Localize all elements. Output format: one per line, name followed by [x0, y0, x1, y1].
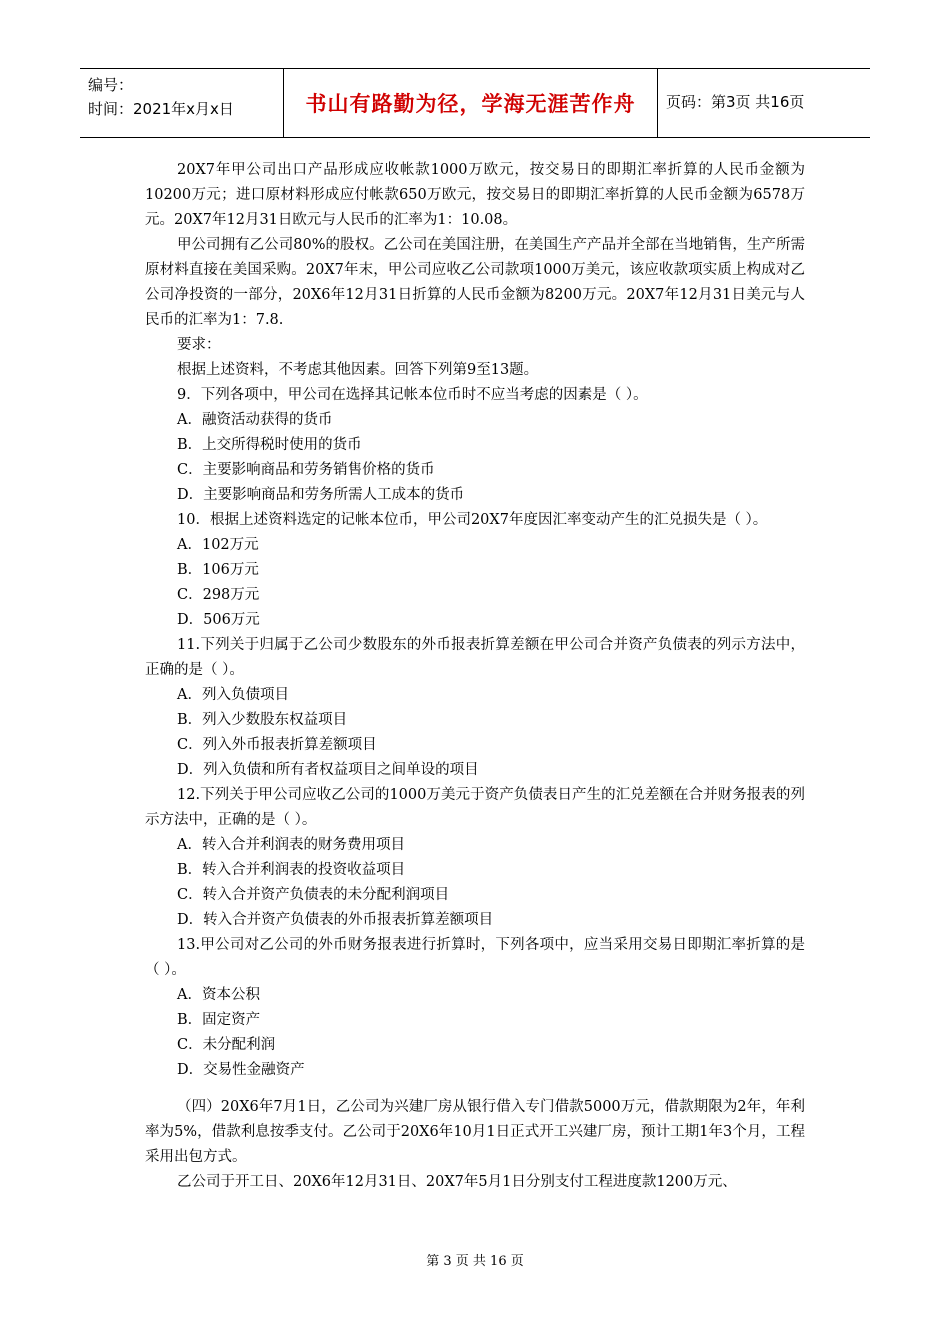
answer-option: B．上交所得税时使用的货币 — [177, 437, 362, 453]
answer-option: D．交易性金融资产 — [177, 1062, 305, 1078]
header-page-info: 页码：第3页 共16页 — [666, 93, 805, 111]
time-label: 时间：2021年x月x日 — [88, 100, 234, 118]
paragraph: 乙公司于开工日、20X6年12月31日、20X7年5月1日分别支付工程进度款1200万元、 — [177, 1174, 737, 1190]
answer-option: B．列入少数股东权益项目 — [177, 712, 348, 728]
answer-option: A．资本公积 — [177, 987, 260, 1003]
paragraph: 10．根据上述资料选定的记帐本位币，甲公司20X7年度因汇率变动产生的汇兑损失是（ ）。 — [177, 512, 768, 528]
answer-option: C．主要影响商品和劳务销售价格的货币 — [177, 462, 435, 478]
answer-option: A．转入合并利润表的财务费用项目 — [177, 837, 405, 853]
number-label: 编号： — [88, 76, 134, 94]
paragraph: 11.下列关于归属于乙公司少数股东的外币报表折算差额在甲公司合并资产负债表的列示方法中，正确的是（ ）。 — [145, 637, 805, 678]
answer-option: C．转入合并资产负债表的未分配利润项目 — [177, 887, 450, 903]
page-header — [80, 68, 870, 138]
spacer — [145, 1083, 805, 1095]
answer-option: D．转入合并资产负债表的外币报表折算差额项目 — [177, 912, 494, 928]
answer-option: C．列入外币报表折算差额项目 — [177, 737, 377, 753]
paragraph: 要求： — [177, 337, 221, 353]
answer-option: B．固定资产 — [177, 1012, 261, 1028]
answer-option: D．主要影响商品和劳务所需人工成本的货币 — [177, 487, 465, 503]
header-left — [88, 73, 283, 121]
header-divider — [657, 69, 658, 137]
paragraph: （四）20X6年7月1日，乙公司为兴建厂房从银行借入专门借款5000万元，借款期限为2年，年利率为5%，借款利息按季支付。乙公司于20X6年10月1日正式开工兴建厂房，预计工期1年3个月，工程采用出包方式。 — [145, 1099, 805, 1165]
answer-option: A．融资活动获得的货币 — [177, 412, 333, 428]
answer-option: A．列入负债项目 — [177, 687, 289, 703]
answer-option: C．298万元 — [177, 587, 260, 603]
document-body — [145, 158, 805, 1195]
header-motto: 书山有路勤为径，学海无涯苦作舟 — [305, 92, 636, 116]
paragraph: 13.甲公司对乙公司的外币财务报表进行折算时，下列各项中，应当采用交易日即期汇率折算的是（ ）。 — [145, 937, 805, 978]
page-footer: 第 3 页 共 16 页 — [426, 1254, 524, 1269]
answer-option: B．转入合并利润表的投资收益项目 — [177, 862, 406, 878]
answer-option: D．列入负债和所有者权益项目之间单设的项目 — [177, 762, 479, 778]
paragraph: 12.下列关于甲公司应收乙公司的1000万美元于资产负债表日产生的汇兑差额在合并财务报表的列示方法中，正确的是（ ）。 — [145, 787, 805, 828]
paragraph: 20X7年甲公司出口产品形成应收帐款1000万欧元，按交易日的即期汇率折算的人民币金额为10200万元；进口原材料形成应付帐款650万欧元，按交易日的即期汇率折算的人民币金额为6578万元。20X7年12月31日欧元与人民币的汇率为1：10.08。 — [145, 162, 805, 228]
paragraph: 根据上述资料，不考虑其他因素。回答下列第9至13题。 — [177, 362, 539, 378]
answer-option: C．未分配利润 — [177, 1037, 276, 1053]
answer-option: A．102万元 — [177, 537, 259, 553]
answer-option: D．506万元 — [177, 612, 260, 628]
answer-option: B．106万元 — [177, 562, 259, 578]
paragraph: 甲公司拥有乙公司80%的股权。乙公司在美国注册，在美国生产产品并全部在当地销售，生产所需原材料直接在美国采购。20X7年末，甲公司应收乙公司款项1000万美元，该应收款项实质上构成对乙公司净投资的一部分，20X6年12月31日折算的人民币金额为8200万元。20X7年12月31日美元与人民币的汇率为1：7.8. — [145, 237, 805, 328]
paragraph: 9．下列各项中，甲公司在选择其记帐本位币时不应当考虑的因素是（ ）。 — [177, 387, 648, 403]
